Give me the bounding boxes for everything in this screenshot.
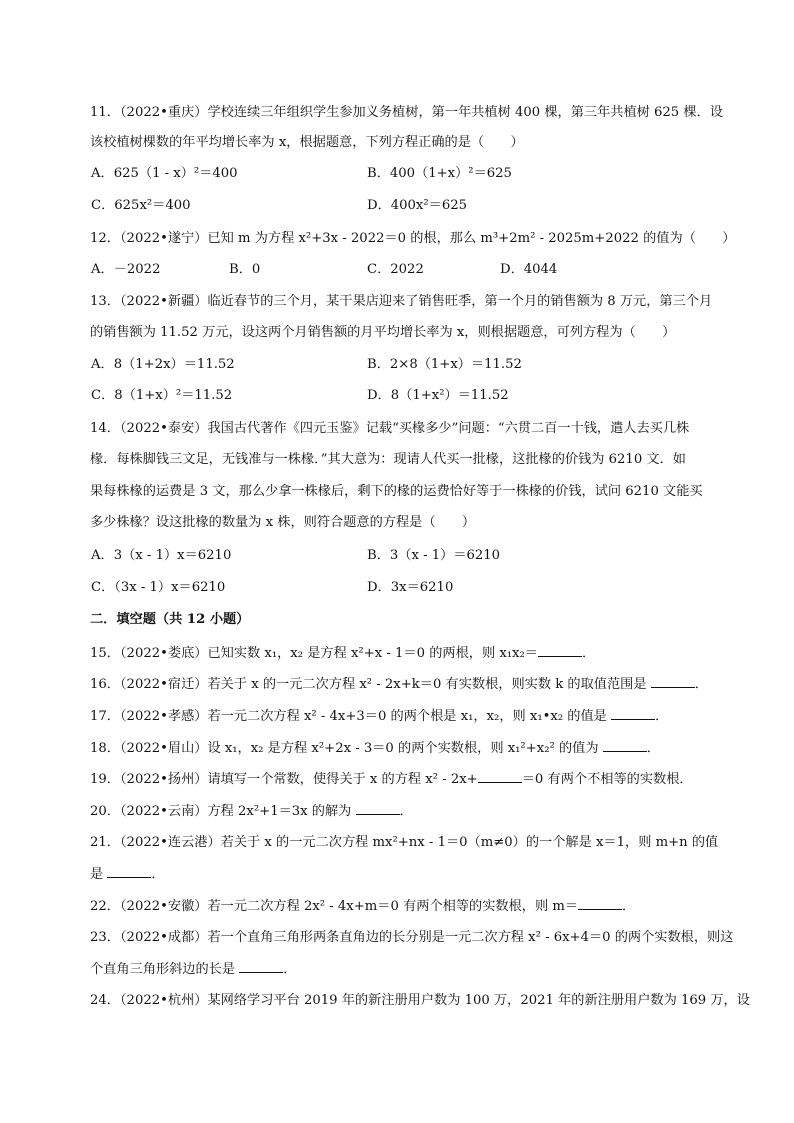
question-13-option-b: B．2×8（1+x）＝11.52: [367, 357, 522, 372]
question-21-line-1: 21．（2022•连云港）若关于 x 的一元二次方程 mx²+nx - 1＝0（m≠0）的一个解是 x＝1，则 m+n 的值: [90, 835, 719, 850]
question-12-option-d: D．4044: [500, 262, 558, 277]
question-12-option-b: B．0: [229, 262, 261, 277]
question-18: 18．（2022•眉山）设 x₁，x₂ 是方程 x²+2x - 3＝0 的两个实数根，则 x₁²+x₂² 的值为 ．: [90, 738, 730, 759]
question-12-option-a: A．－2022: [91, 262, 161, 277]
question-21-line-2: 是 ．: [90, 864, 730, 885]
question-12-line-1: 12．（2022•遂宁）已知 m 为方程 x²+3x - 2022＝0 的根，那么 m³+2m² - 2025m+2022 的值为（ ）: [90, 231, 736, 246]
question-11-option-a: A．625（1 - x）²＝400: [91, 166, 238, 181]
question-11-line-1: 11．（2022•重庆）学校连续三年组织学生参加义务植树，第一年共植树 400 棵，第三年共植树 625 棵．设: [90, 105, 723, 120]
question-11-option-b: B．400（1+x）²＝625: [367, 166, 512, 181]
question-14-option-c: C．（3x - 1）x＝6210: [91, 580, 226, 595]
question-19: 19．（2022•扬州）请填写一个常数，使得关于 x 的方程 x² - 2x+ ＝0 有两个不相等的实数根．: [90, 769, 730, 790]
answer-blank: [239, 959, 283, 973]
question-22: 22．（2022•安徽）若一元二次方程 2x² - 4x+m＝0 有两个相等的实数根，则 m＝ ．: [90, 896, 730, 917]
answer-blank: [107, 864, 151, 878]
section-title-fill-in: 二．填空题（共 12 小题）: [90, 612, 250, 627]
question-14-line-2: 椽．每株脚钱三文足，无钱准与一株椽．”其大意为：现请人代买一批椽，这批椽的价钱为 6210 文．如: [90, 452, 686, 467]
question-13-option-d: D．8（1+x²）＝11.52: [367, 388, 509, 403]
answer-blank: [478, 769, 522, 783]
question-14-option-d: D．3x＝6210: [367, 580, 454, 595]
question-16: 16．（2022•宿迁）若关于 x 的一元二次方程 x² - 2x+k＝0 有实数根，则实数 k 的取值范围是 ．: [90, 674, 730, 695]
question-13-option-c: C．8（1+x）²＝11.52: [91, 388, 233, 403]
question-20: 20．（2022•云南）方程 2x²+1＝3x 的解为 ．: [90, 801, 730, 822]
question-13-line-2: 的销售额为 11.52 万元，设这两个月销售额的月平均增长率为 x，则根据题意，可列方程为（ ）: [90, 325, 676, 340]
question-13-option-a: A．8（1+2x）＝11.52: [91, 357, 235, 372]
question-14-line-4: 多少株椽？设这批椽的数量为 x 株，则符合题意的方程是（ ）: [90, 515, 476, 530]
question-14-option-a: A．3（x - 1）x＝6210: [91, 548, 232, 563]
question-17: 17．（2022•孝感）若一元二次方程 x² - 4x+3＝0 的两个根是 x₁，x₂，则 x₁•x₂ 的值是 ．: [90, 706, 730, 727]
question-23-line-1: 23．（2022•成都）若一个直角三角形两条直角边的长分别是一元二次方程 x² - 6x+4＝0 的两个实数根，则这: [90, 930, 734, 945]
question-14-line-3: 果每株椽的运费是 3 文，那么少拿一株椽后，剩下的椽的运费恰好等于一株椽的价钱，试问 6210 文能买: [90, 484, 703, 499]
question-11-option-c: C．625x²＝400: [91, 198, 191, 213]
question-11-line-2: 该校植树棵数的年平均增长率为 x，根据题意，下列方程正确的是（ ）: [90, 135, 524, 150]
answer-blank: [578, 896, 622, 910]
question-11-option-d: D．400x²＝625: [367, 198, 468, 213]
answer-blank: [356, 801, 400, 815]
question-24-line-1: 24．（2022•杭州）某网络学习平台 2019 年的新注册用户数为 100 万，2021 年的新注册用户数为 169 万，设: [90, 993, 750, 1008]
question-12-option-c: C．2022: [367, 262, 424, 277]
question-14-option-b: B．3（x - 1）＝6210: [367, 548, 501, 563]
answer-blank: [611, 706, 655, 720]
question-14-line-1: 14．（2022•泰安）我国古代著作《四元玉鉴》记载“买椽多少”问题：“六贯二百一十钱，遣人去买几株: [90, 421, 690, 436]
question-13-line-1: 13．（2022•新疆）临近春节的三个月，某干果店迎来了销售旺季，第一个月的销售额为 8 万元，第三个月: [90, 294, 713, 309]
answer-blank: [651, 674, 695, 688]
question-15: 15．（2022•娄底）已知实数 x₁，x₂ 是方程 x²+x - 1＝0 的两根，则 x₁x₂＝ ．: [90, 643, 730, 664]
answer-blank: [603, 738, 647, 752]
answer-blank: [538, 643, 582, 657]
question-23-line-2: 个直角三角形斜边的长是 ．: [90, 959, 730, 980]
